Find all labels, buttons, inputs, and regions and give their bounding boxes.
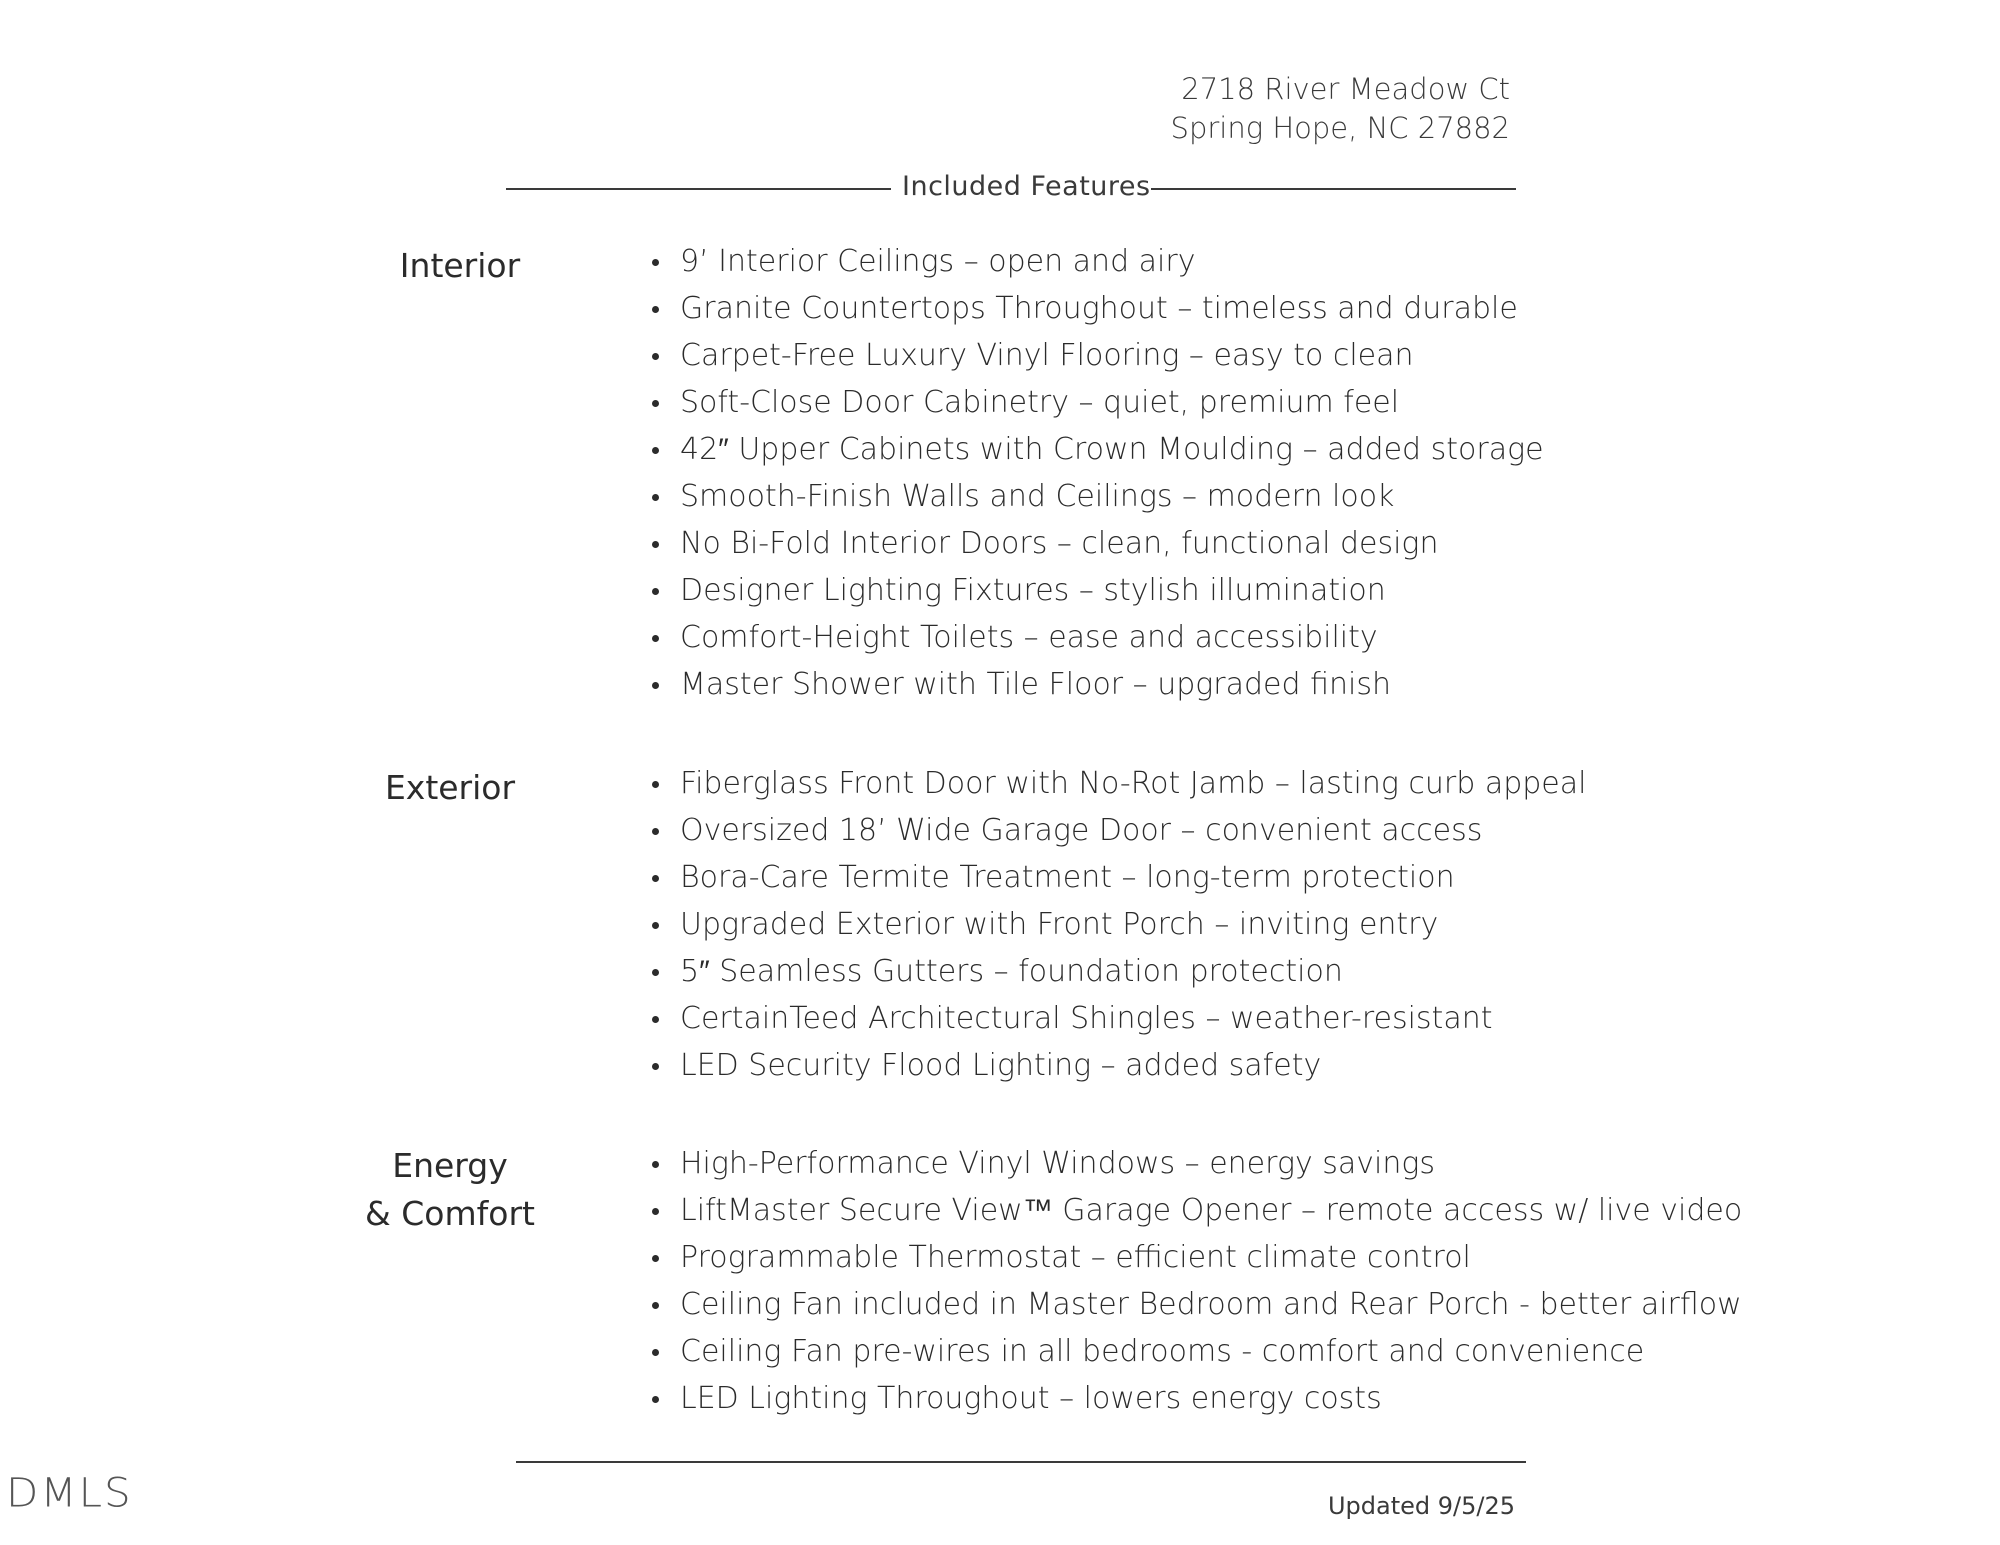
- list-item: [648, 567, 1544, 614]
- bullet-icon: [652, 1396, 659, 1403]
- bullet-icon: [652, 1302, 659, 1309]
- list-item-text: Designer Lighting Fixtures – stylish illumination: [680, 573, 1386, 608]
- header-divider-right: [1151, 188, 1516, 190]
- section-label-line: & Comfort: [365, 1194, 535, 1233]
- section-label-line: Energy: [392, 1146, 508, 1185]
- updated-date: Updated 9/5/25: [1327, 1492, 1515, 1520]
- list-item: [648, 661, 1544, 708]
- list-item: [648, 760, 1586, 807]
- bullet-icon: [652, 1161, 659, 1168]
- list-item-text: 42″ Upper Cabinets with Crown Moulding – added storage: [680, 432, 1544, 467]
- list-item-text: Upgraded Exterior with Front Porch – inviting entry: [680, 907, 1439, 942]
- list-item: [648, 1234, 1742, 1281]
- bullet-icon: [652, 306, 659, 313]
- list-item-text: Bora-Care Termite Treatment – long-term protection: [680, 860, 1455, 895]
- list-item: [648, 1281, 1742, 1328]
- bullet-icon: [652, 1349, 659, 1356]
- feature-list-interior: [648, 238, 1544, 708]
- section-label-interior: [310, 242, 610, 290]
- list-item: [648, 379, 1544, 426]
- list-item-text: Ceiling Fan pre-wires in all bedrooms - comfort and convenience: [680, 1334, 1645, 1369]
- header-divider-left: [506, 188, 891, 190]
- section-label-energy-comfort: [300, 1142, 600, 1238]
- bullet-icon: [652, 969, 659, 976]
- list-item-text: 5″ Seamless Gutters – foundation protection: [680, 954, 1343, 989]
- list-item-text: High-Performance Vinyl Windows – energy savings: [680, 1146, 1435, 1181]
- list-item-text: Fiberglass Front Door with No-Rot Jamb – lasting curb appeal: [680, 766, 1587, 801]
- list-item-text: LED Security Flood Lighting – added safety: [680, 1048, 1322, 1083]
- dmls-logo: DMLS: [6, 1469, 133, 1516]
- bullet-icon: [652, 588, 659, 595]
- list-item: [648, 473, 1544, 520]
- list-item-text: Ceiling Fan included in Master Bedroom and Rear Porch - better airflow: [680, 1287, 1742, 1322]
- bullet-icon: [652, 875, 659, 882]
- bullet-icon: [652, 259, 659, 266]
- bullet-icon: [652, 400, 659, 407]
- list-item-text: Master Shower with Tile Floor – upgraded finish: [680, 667, 1391, 702]
- list-item-text: CertainTeed Architectural Shingles – weather-resistant: [680, 1001, 1493, 1036]
- list-item: [648, 426, 1544, 473]
- list-item: [648, 1042, 1586, 1089]
- section-header: [506, 171, 1516, 215]
- list-item: [648, 901, 1586, 948]
- bullet-icon: [652, 828, 659, 835]
- list-item: [648, 1187, 1742, 1234]
- bullet-icon: [652, 781, 659, 788]
- footer-divider: [516, 1461, 1526, 1463]
- bullet-icon: [652, 922, 659, 929]
- list-item-text: Oversized 18’ Wide Garage Door – convenient access: [680, 813, 1483, 848]
- list-item-text: Comfort-Height Toilets – ease and accessibility: [680, 620, 1378, 655]
- list-item-text: Smooth-Finish Walls and Ceilings – modern look: [680, 479, 1395, 514]
- bullet-icon: [652, 1208, 659, 1215]
- section-label-line: Exterior: [384, 768, 516, 807]
- bullet-icon: [652, 1016, 659, 1023]
- bullet-icon: [652, 494, 659, 501]
- bullet-icon: [652, 353, 659, 360]
- list-item: [648, 1328, 1742, 1375]
- list-item: [648, 807, 1586, 854]
- list-item: [648, 1140, 1742, 1187]
- bullet-icon: [652, 541, 659, 548]
- bullet-icon: [652, 1063, 659, 1070]
- list-item: [648, 238, 1544, 285]
- list-item: [648, 995, 1586, 1042]
- bullet-icon: [652, 1255, 659, 1262]
- bullet-icon: [652, 682, 659, 689]
- list-item-text: Carpet-Free Luxury Vinyl Flooring – easy to clean: [680, 338, 1414, 373]
- feature-list-energy-comfort: [648, 1140, 1742, 1422]
- list-item-text: Granite Countertops Throughout – timeless and durable: [680, 291, 1518, 326]
- list-item: [648, 948, 1586, 995]
- address-line-1: 2718 River Meadow Ct: [1181, 72, 1510, 106]
- section-label-line: Interior: [399, 246, 521, 285]
- list-item: [648, 854, 1586, 901]
- list-item-text: Programmable Thermostat – efficient climate control: [680, 1240, 1471, 1275]
- list-item-text: Soft-Close Door Cabinetry – quiet, premium feel: [680, 385, 1400, 420]
- list-item-text: LiftMaster Secure View™ Garage Opener – remote access w/ live video: [680, 1193, 1743, 1228]
- list-item: [648, 1375, 1742, 1422]
- feature-list-exterior: [648, 760, 1586, 1089]
- list-item: [648, 285, 1544, 332]
- list-item-text: 9’ Interior Ceilings – open and airy: [680, 244, 1196, 279]
- bullet-icon: [652, 447, 659, 454]
- list-item-text: No Bi-Fold Interior Doors – clean, functional design: [680, 526, 1439, 561]
- address-line-2: Spring Hope, NC 27882: [1170, 111, 1510, 145]
- page-title: Included Features: [902, 171, 1151, 202]
- bullet-icon: [652, 635, 659, 642]
- list-item: [648, 614, 1544, 661]
- list-item: [648, 332, 1544, 379]
- list-item: [648, 520, 1544, 567]
- property-address: [1171, 70, 1510, 148]
- list-item-text: LED Lighting Throughout – lowers energy costs: [680, 1381, 1382, 1416]
- section-label-exterior: [300, 764, 600, 812]
